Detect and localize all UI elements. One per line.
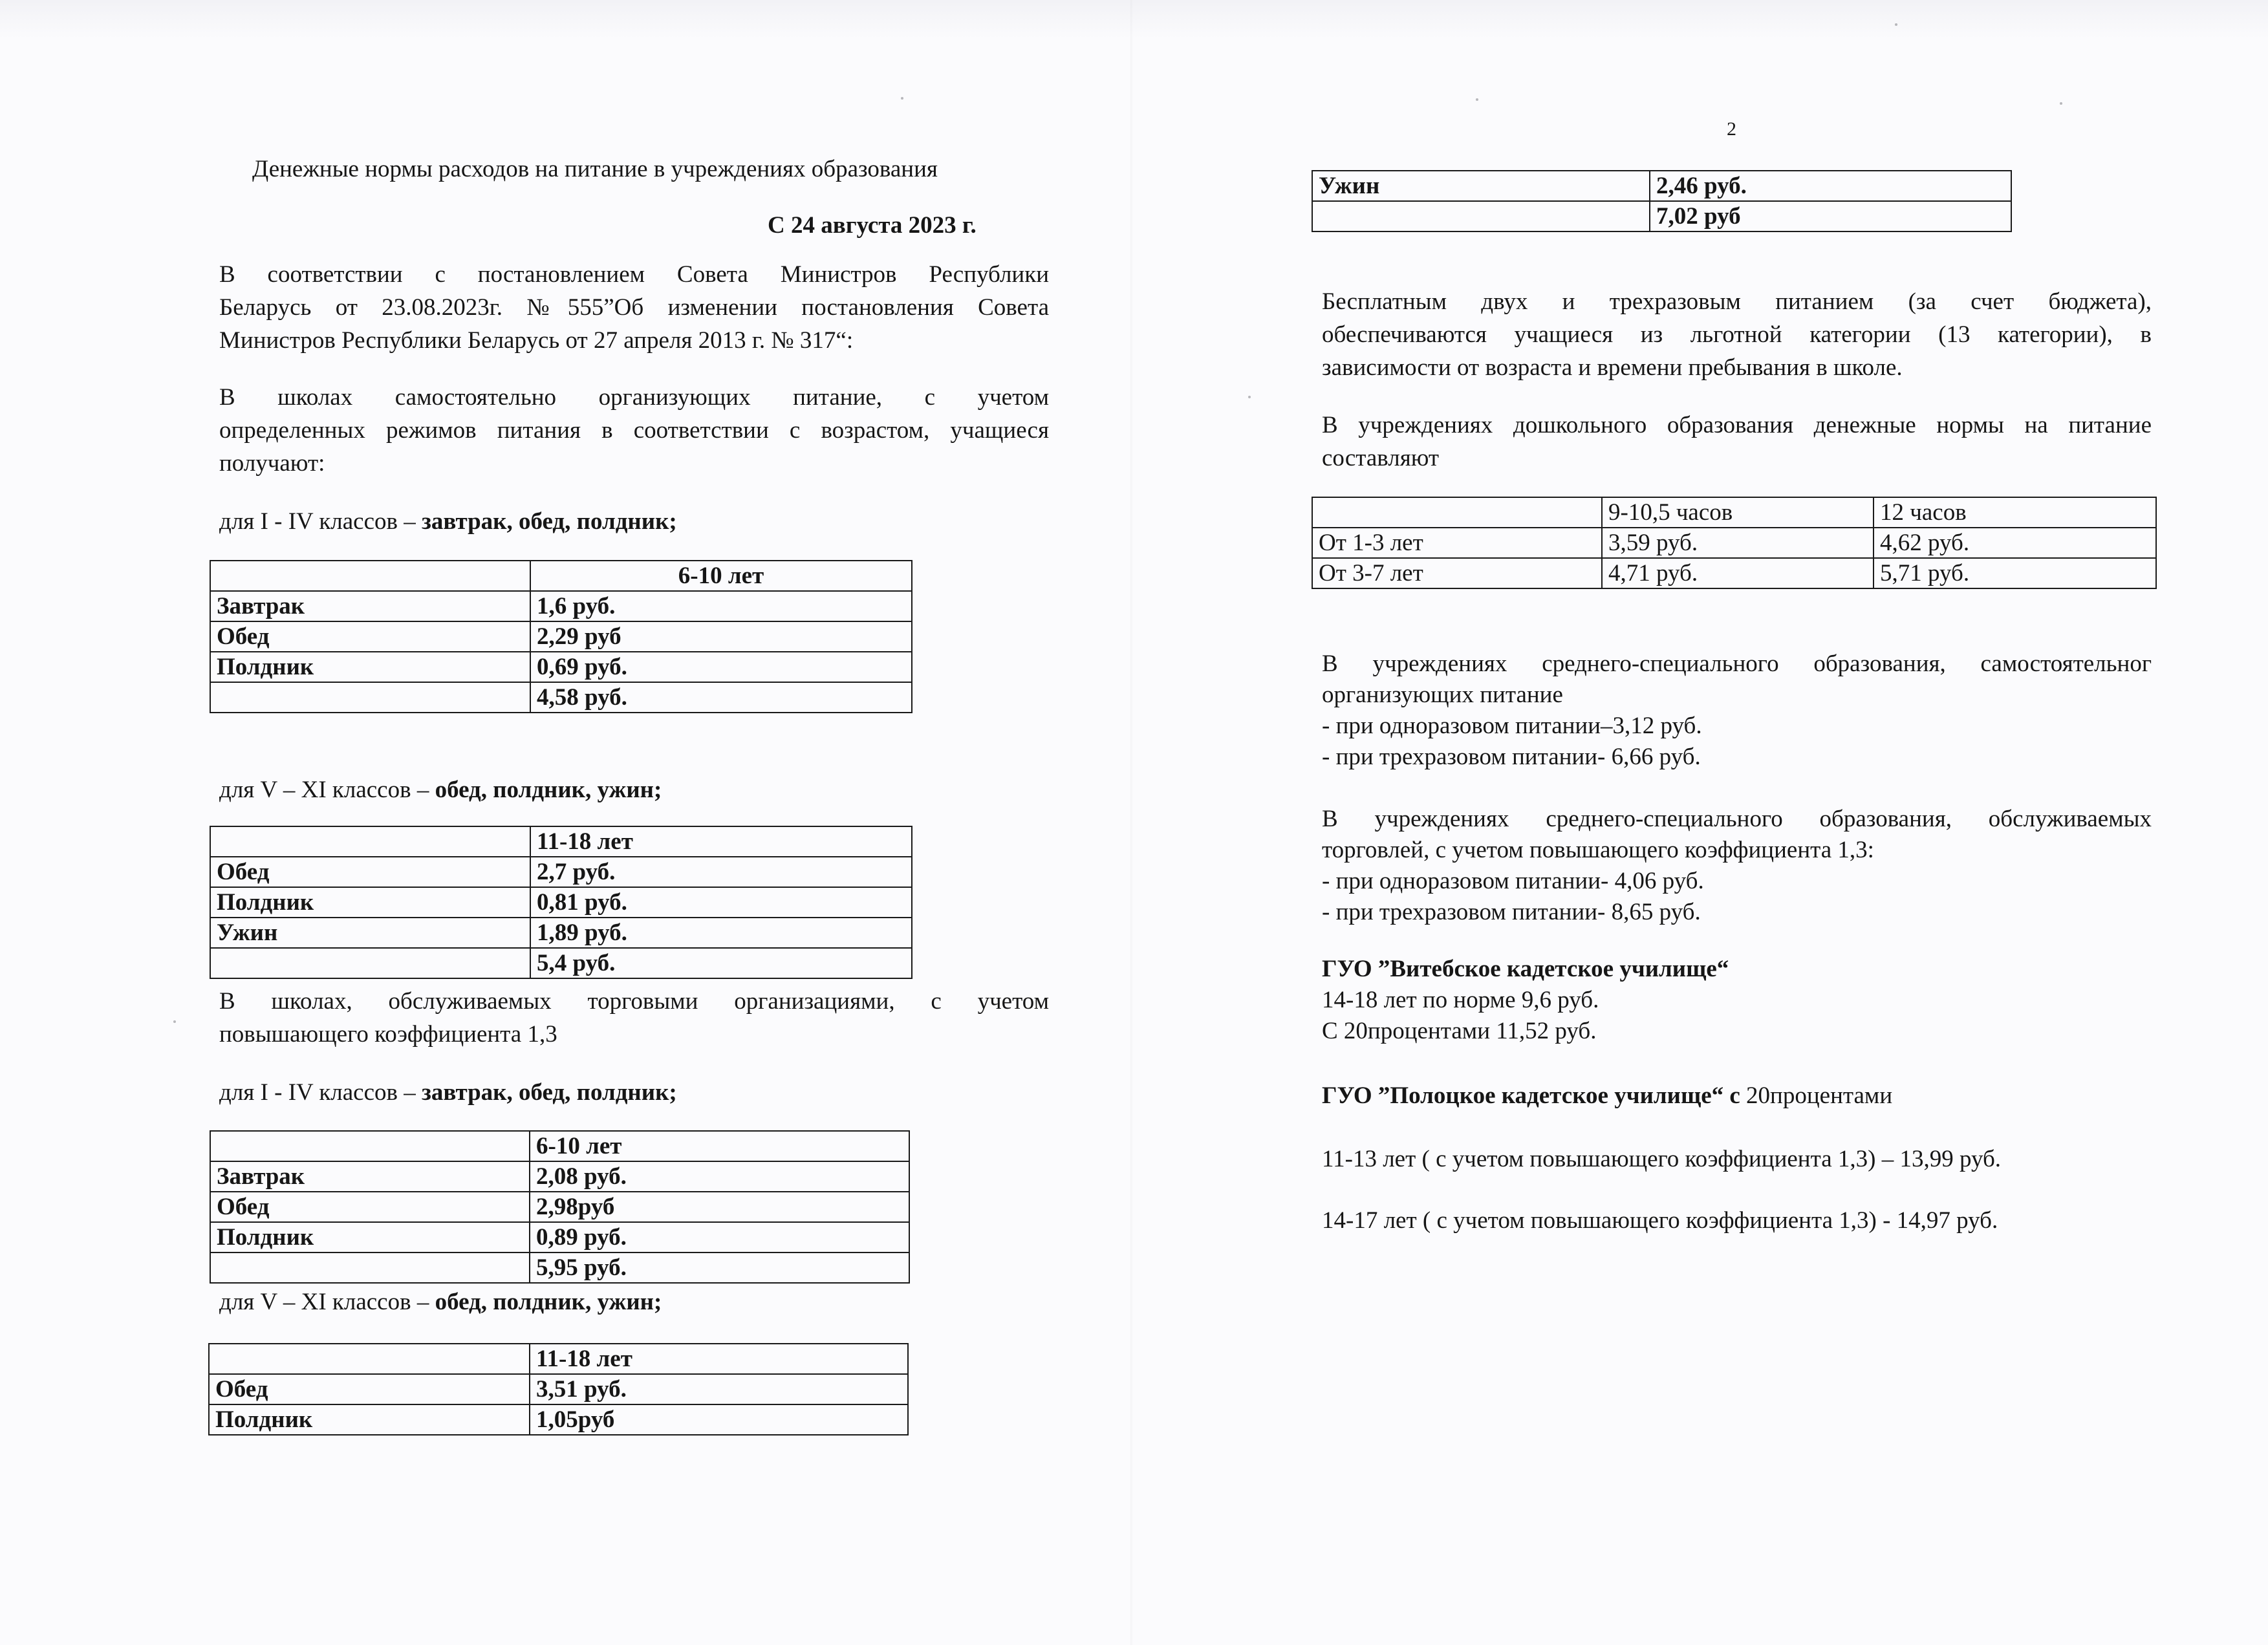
table-cell: Обед bbox=[210, 621, 530, 652]
paragraph-line: - при трехразовом питании- 6,66 руб. bbox=[1322, 744, 1701, 770]
table-cell: 2,29 руб bbox=[530, 621, 912, 652]
table-row bbox=[210, 591, 912, 621]
table-cell: От 3-7 лет bbox=[1312, 558, 1602, 588]
section-heading-5-11-trade bbox=[219, 1285, 1049, 1318]
paragraph-line: определенных режимов питания в соответствии с возрастом, учащиеся bbox=[219, 417, 1049, 444]
section-meals: обед, полдник, ужин; bbox=[435, 1289, 662, 1315]
table-row bbox=[209, 1404, 908, 1435]
paragraph-line: - при одноразовом питании- 4,06 руб. bbox=[1322, 868, 1704, 894]
scan-speck bbox=[2060, 102, 2062, 105]
table-grades-1-4-trade bbox=[210, 1130, 910, 1284]
section-prefix: для I - IV классов – bbox=[219, 508, 422, 535]
paragraph-line: - при одноразовом питании–3,12 руб. bbox=[1322, 713, 1702, 739]
table-cell: Полдник bbox=[210, 1222, 530, 1253]
table-cell: 7,02 руб bbox=[1650, 201, 2011, 231]
section-heading-1-4-trade bbox=[219, 1076, 1049, 1109]
table-cell: 2,46 руб. bbox=[1650, 171, 2011, 201]
intro-paragraph bbox=[219, 258, 1049, 357]
table-cell: Ужин bbox=[210, 918, 530, 948]
vitebsk-section bbox=[1322, 954, 2152, 1047]
date-text: С 24 августа 2023 г. bbox=[768, 212, 977, 239]
paragraph-line: В соответствии с постановлением Совета Министров Республики bbox=[219, 261, 1049, 288]
table-grades-5-11-self bbox=[210, 826, 913, 979]
table-row bbox=[209, 1344, 908, 1374]
table-row bbox=[210, 621, 912, 652]
section-heading-5-11 bbox=[219, 773, 1049, 806]
table-cell: 6-10 лет bbox=[530, 561, 912, 591]
table-row bbox=[210, 887, 912, 918]
paragraph-line: Министров Республики Беларусь от 27 апреля 2013 г. № 317“: bbox=[219, 327, 854, 354]
section-meals: обед, полдник, ужин; bbox=[435, 777, 662, 803]
paragraph-line: В учреждениях дошкольного образования денежные нормы на питание bbox=[1322, 412, 2152, 438]
table-cell: 4,62 руб. bbox=[1874, 528, 2156, 558]
paragraph-line: 11-13 лет ( с учетом повышающего коэффициента 1,3) – 13,99 руб. bbox=[1322, 1146, 2002, 1172]
table-cell: 5,95 руб. bbox=[530, 1253, 909, 1283]
paragraph-line: торговлей, с учетом повышающего коэффициента 1,3: bbox=[1322, 837, 1874, 863]
table-cell: 3,51 руб. bbox=[530, 1374, 908, 1404]
schools-paragraph bbox=[219, 381, 1049, 480]
table-grades-1-4-self bbox=[210, 560, 913, 713]
polotsk-line-1 bbox=[1322, 1143, 2152, 1176]
table-cell bbox=[210, 682, 530, 713]
table-row bbox=[1312, 201, 2011, 231]
paragraph-line: 14-17 лет ( с учетом повышающего коэффициента 1,3) - 14,97 руб. bbox=[1322, 1207, 1998, 1234]
scan-speck bbox=[901, 97, 903, 100]
paragraph-line: повышающего коэффициента 1,3 bbox=[219, 1021, 557, 1048]
table-cell: 0,69 руб. bbox=[530, 652, 912, 682]
document-title bbox=[252, 153, 1028, 186]
table-cell: 5,71 руб. bbox=[1874, 558, 2156, 588]
table-cell: 2,08 руб. bbox=[530, 1161, 909, 1192]
paragraph-line: организующих питание bbox=[1322, 682, 1563, 708]
table-cell: 0,89 руб. bbox=[530, 1222, 909, 1253]
section-heading-1-4 bbox=[219, 505, 1049, 538]
table-cell: 3,59 руб. bbox=[1602, 528, 1874, 558]
table-row bbox=[1312, 558, 2156, 588]
table-cell: Завтрак bbox=[210, 1161, 530, 1192]
table-row bbox=[210, 1161, 909, 1192]
paragraph-line: В учреждениях среднего-специального образования, обслуживаемых bbox=[1322, 806, 2152, 832]
table-cell bbox=[1312, 201, 1650, 231]
paragraph-line: зависимости от возраста и времени пребывания в школе. bbox=[1322, 354, 1903, 381]
table-row bbox=[210, 826, 912, 857]
trade-paragraph bbox=[219, 985, 1049, 1051]
table-cell: От 1-3 лет bbox=[1312, 528, 1602, 558]
title-text: Денежные нормы расходов на питание в учреждениях образования bbox=[252, 156, 938, 182]
table-row bbox=[210, 948, 912, 978]
scan-speck bbox=[1476, 98, 1478, 101]
page-gutter bbox=[1130, 0, 1133, 1645]
table-cell: 4,71 руб. bbox=[1602, 558, 1874, 588]
table-row bbox=[210, 1253, 909, 1283]
preschool-paragraph bbox=[1322, 409, 2152, 475]
paragraph-line: С 20процентами 11,52 руб. bbox=[1322, 1018, 1597, 1044]
table-cell: 1,05руб bbox=[530, 1404, 908, 1435]
paragraph-line: В учреждениях среднего-специального образования, самостоятельног bbox=[1322, 650, 2152, 677]
table-preschool bbox=[1312, 497, 2157, 589]
table-cell bbox=[210, 1131, 530, 1161]
table-cell: 6-10 лет bbox=[530, 1131, 909, 1161]
table-cell: 11-18 лет bbox=[530, 826, 912, 857]
table-cell: 1,6 руб. bbox=[530, 591, 912, 621]
paragraph-line: В школах, обслуживаемых торговыми организациями, с учетом bbox=[219, 988, 1049, 1015]
table-cell: 4,58 руб. bbox=[530, 682, 912, 713]
table-row bbox=[210, 682, 912, 713]
section-prefix: для V – XI классов – bbox=[219, 1289, 435, 1315]
scan-speck bbox=[173, 1020, 176, 1023]
table-cell: 1,89 руб. bbox=[530, 918, 912, 948]
table-row bbox=[210, 857, 912, 887]
table-row bbox=[210, 1131, 909, 1161]
section-title-suffix: 20процентами bbox=[1740, 1082, 1893, 1109]
section-prefix: для I - IV классов – bbox=[219, 1079, 422, 1106]
polotsk-line-2 bbox=[1322, 1204, 2152, 1237]
paragraph-line: получают: bbox=[219, 450, 325, 477]
paragraph-line: обеспечиваются учащиеся из льготной категории (13 категории), в bbox=[1322, 321, 2152, 348]
table-cell: 12 часов bbox=[1874, 497, 2156, 528]
table-cell bbox=[210, 948, 530, 978]
table-grades-5-11-trade bbox=[208, 1343, 909, 1435]
scan-edge-shadow bbox=[0, 0, 2268, 39]
table-row bbox=[210, 1192, 909, 1222]
table-cell: 11-18 лет bbox=[530, 1344, 908, 1374]
table-row bbox=[210, 1222, 909, 1253]
table-cell: Полдник bbox=[210, 887, 530, 918]
table-cell: Ужин bbox=[1312, 171, 1650, 201]
section-prefix: для V – XI классов – bbox=[219, 777, 435, 803]
page-number bbox=[1727, 116, 1753, 142]
paragraph-line: Беларусь от 23.08.2023г. №555”Об изменении постановления Совета bbox=[219, 294, 1049, 321]
table-cell: Завтрак bbox=[210, 591, 530, 621]
table-cell: 2,7 руб. bbox=[530, 857, 912, 887]
table-row bbox=[210, 561, 912, 591]
table-cell: 5,4 руб. bbox=[530, 948, 912, 978]
free-meals-paragraph bbox=[1322, 285, 2152, 384]
paragraph-line: - при трехразовом питании- 8,65 руб. bbox=[1322, 899, 1701, 925]
table-continued-dinner bbox=[1312, 170, 2012, 232]
table-row bbox=[1312, 497, 2156, 528]
table-cell: Полдник bbox=[210, 652, 530, 682]
table-row bbox=[1312, 528, 2156, 558]
ssuz-trade-paragraph bbox=[1322, 804, 2152, 928]
table-cell: 2,98руб bbox=[530, 1192, 909, 1222]
section-title: ГУО ”Витебское кадетское училище“ bbox=[1322, 956, 1729, 982]
table-cell: 0,81 руб. bbox=[530, 887, 912, 918]
table-cell bbox=[209, 1344, 530, 1374]
table-row bbox=[1312, 171, 2011, 201]
table-cell: Обед bbox=[209, 1374, 530, 1404]
table-cell bbox=[210, 826, 530, 857]
table-cell bbox=[1312, 497, 1602, 528]
table-cell: Обед bbox=[210, 1192, 530, 1222]
polotsk-section-title bbox=[1322, 1079, 2152, 1112]
scan-speck bbox=[1895, 23, 1897, 26]
section-meals: завтрак, обед, полдник; bbox=[422, 1079, 677, 1106]
table-row bbox=[210, 918, 912, 948]
paragraph-line: 14-18 лет по норме 9,6 руб. bbox=[1322, 987, 1599, 1013]
table-cell: Обед bbox=[210, 857, 530, 887]
effective-date bbox=[768, 209, 1026, 242]
paragraph-line: Бесплатным двух и трехразовым питанием (за счет бюджета), bbox=[1322, 288, 2152, 315]
section-meals: завтрак, обед, полдник; bbox=[422, 508, 677, 535]
table-row bbox=[210, 652, 912, 682]
table-row bbox=[209, 1374, 908, 1404]
table-cell bbox=[210, 1253, 530, 1283]
scan-speck bbox=[1248, 396, 1251, 398]
table-cell: Полдник bbox=[209, 1404, 530, 1435]
table-cell: 9-10,5 часов bbox=[1602, 497, 1874, 528]
ssuz-self-paragraph bbox=[1322, 649, 2152, 773]
section-title: ГУО ”Полоцкое кадетское училище“ с bbox=[1322, 1082, 1740, 1109]
paragraph-line: В школах самостоятельно организующих питание, с учетом bbox=[219, 384, 1049, 411]
page-number-text: 2 bbox=[1727, 118, 1736, 140]
paragraph-line: составляют bbox=[1322, 445, 1440, 471]
table-cell bbox=[210, 561, 530, 591]
